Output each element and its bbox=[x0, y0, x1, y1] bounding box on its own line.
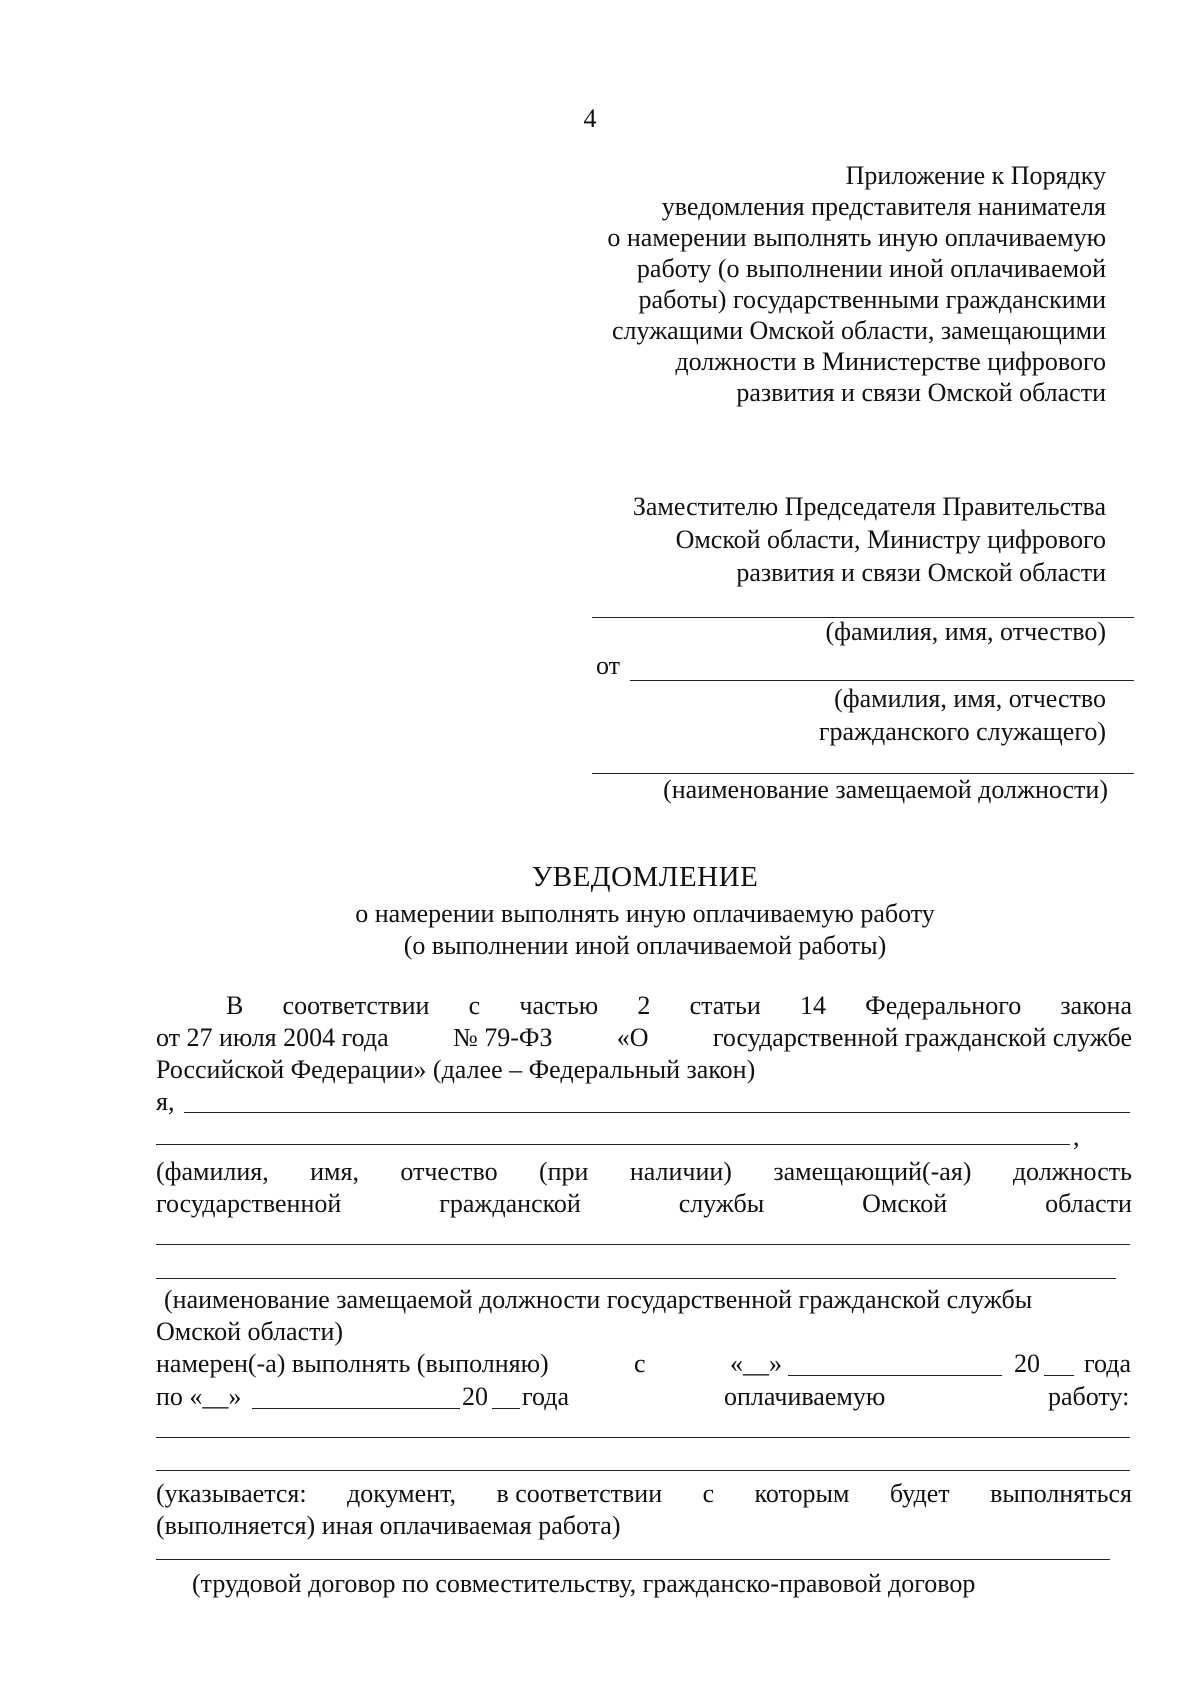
subtitle-line: (о выполнении иной оплачиваемой работы) bbox=[403, 931, 887, 960]
caption-position-full: (наименование замещаемой должности государственной гражданской службы bbox=[164, 1285, 1033, 1314]
caption-doc-row-2: (выполняется) иная оплачиваемая работа) bbox=[156, 1511, 621, 1540]
ya-label: я, bbox=[156, 1087, 175, 1116]
appendix-line: работу (о выполнении иной оплачиваемой bbox=[636, 254, 1106, 283]
addressee-line: Заместителю Председателя Правительства bbox=[632, 492, 1106, 521]
fill-line-name-2 bbox=[156, 1144, 1070, 1145]
year-prefix: 20 bbox=[1014, 1349, 1040, 1378]
caption-fio: (фамилия, имя, отчество) bbox=[825, 617, 1106, 646]
word: будет bbox=[889, 1479, 950, 1508]
word: которым bbox=[754, 1479, 850, 1508]
fill-line-work-1 bbox=[156, 1437, 1130, 1438]
document-title: УВЕДОМЛЕНИЕ bbox=[531, 861, 759, 893]
appendix-line: развития и связи Омской области bbox=[736, 378, 1106, 407]
word: должность bbox=[1012, 1157, 1132, 1186]
fill-line-name bbox=[184, 1112, 1130, 1113]
to-date-label: по «__» bbox=[156, 1382, 242, 1411]
word: выполняться bbox=[990, 1479, 1132, 1508]
appendix-line: Приложение к Порядку bbox=[845, 161, 1106, 190]
fill-line-servant bbox=[630, 680, 1134, 681]
caption-contract: (трудовой договор по совместительству, гражданско-правовой договор bbox=[192, 1569, 976, 1598]
word: (указывается: bbox=[156, 1479, 307, 1508]
fill-line-contract bbox=[156, 1559, 1110, 1560]
fill-line-position-1 bbox=[156, 1244, 1130, 1245]
word: «О bbox=[616, 1023, 649, 1052]
addressee-line: развития и связи Омской области bbox=[736, 558, 1106, 587]
paragraph-line-2 bbox=[156, 1022, 1132, 1053]
intend-label: намерен(-а) выполнять (выполняю) bbox=[156, 1349, 549, 1378]
word: наличии) bbox=[629, 1157, 732, 1186]
word: замещающий(-ая) bbox=[773, 1157, 972, 1186]
appendix-line: уведомления представителя нанимателя bbox=[661, 192, 1106, 221]
caption-row-1 bbox=[156, 1156, 1132, 1187]
word: 2 bbox=[637, 991, 651, 1020]
word: Федерального bbox=[865, 991, 1022, 1020]
month-fill-line-2 bbox=[252, 1408, 460, 1409]
word: от 27 июля 2004 года bbox=[156, 1023, 389, 1052]
from-word: с bbox=[634, 1349, 646, 1378]
month-fill-line bbox=[788, 1375, 1002, 1376]
paragraph-line-1 bbox=[226, 990, 1132, 1021]
caption-row-2 bbox=[156, 1188, 1132, 1219]
appendix-block bbox=[607, 160, 1106, 408]
word: области bbox=[1045, 1189, 1132, 1218]
word: с bbox=[702, 1479, 715, 1508]
appendix-line: служащими Омской области, замещающими bbox=[612, 316, 1106, 345]
year-prefix-2: 20 bbox=[462, 1382, 488, 1411]
word: документ, bbox=[347, 1479, 456, 1508]
word: 14 bbox=[799, 991, 826, 1020]
word: отчество bbox=[400, 1157, 498, 1186]
from-label: от bbox=[596, 651, 621, 680]
fill-line-work-2 bbox=[156, 1470, 1130, 1471]
fill-line-position-2 bbox=[156, 1278, 1116, 1279]
appendix-line: работы) государственными гражданскими bbox=[638, 285, 1106, 314]
year-suffix: года bbox=[1084, 1349, 1132, 1378]
caption-position: (наименование замещаемой должности) bbox=[663, 775, 1108, 804]
word: (при bbox=[538, 1157, 589, 1186]
caption-line: гражданского служащего) bbox=[818, 717, 1106, 746]
word: № 79-ФЗ bbox=[452, 1023, 553, 1052]
year-suffix-2: года bbox=[522, 1382, 570, 1411]
word: В bbox=[226, 991, 244, 1020]
word: соответствии bbox=[282, 991, 430, 1020]
work-word: работу: bbox=[1048, 1382, 1130, 1411]
caption-position-full-2: Омской области) bbox=[156, 1317, 344, 1346]
word: частью bbox=[519, 991, 599, 1020]
word: с bbox=[468, 991, 481, 1020]
year-fill-line bbox=[1044, 1375, 1074, 1376]
word: закона bbox=[1060, 991, 1132, 1020]
word: в соответствии bbox=[496, 1479, 663, 1508]
word: Омской bbox=[862, 1189, 948, 1218]
page-number: 4 bbox=[583, 104, 597, 133]
appendix-line: о намерении выполнять иную оплачиваемую bbox=[607, 223, 1106, 252]
word: государственной гражданской службе bbox=[712, 1023, 1132, 1052]
caption-doc-row-1 bbox=[156, 1478, 1132, 1509]
word: имя, bbox=[310, 1157, 359, 1186]
date-quote: «__» bbox=[730, 1349, 782, 1378]
paragraph-line-3: Российской Федерации» (далее – Федеральный закон) bbox=[156, 1055, 756, 1084]
comma: , bbox=[1073, 1122, 1080, 1151]
word: статьи bbox=[689, 991, 761, 1020]
addressee-line: Омской области, Министру цифрового bbox=[675, 525, 1106, 554]
word: (фамилия, bbox=[156, 1157, 269, 1186]
word: службы bbox=[678, 1189, 765, 1218]
subtitle-line: о намерении выполнять иную оплачиваемую работу bbox=[355, 899, 935, 928]
word: гражданской bbox=[439, 1189, 581, 1218]
addressee-block bbox=[633, 490, 1106, 589]
caption-line: (фамилия, имя, отчество bbox=[834, 684, 1106, 713]
caption-fio-servant bbox=[819, 682, 1106, 748]
word: государственной bbox=[156, 1189, 342, 1218]
paid-word: оплачиваемую bbox=[724, 1382, 886, 1411]
appendix-line: должности в Министерстве цифрового bbox=[675, 347, 1106, 376]
year-fill-line-2 bbox=[492, 1408, 520, 1409]
